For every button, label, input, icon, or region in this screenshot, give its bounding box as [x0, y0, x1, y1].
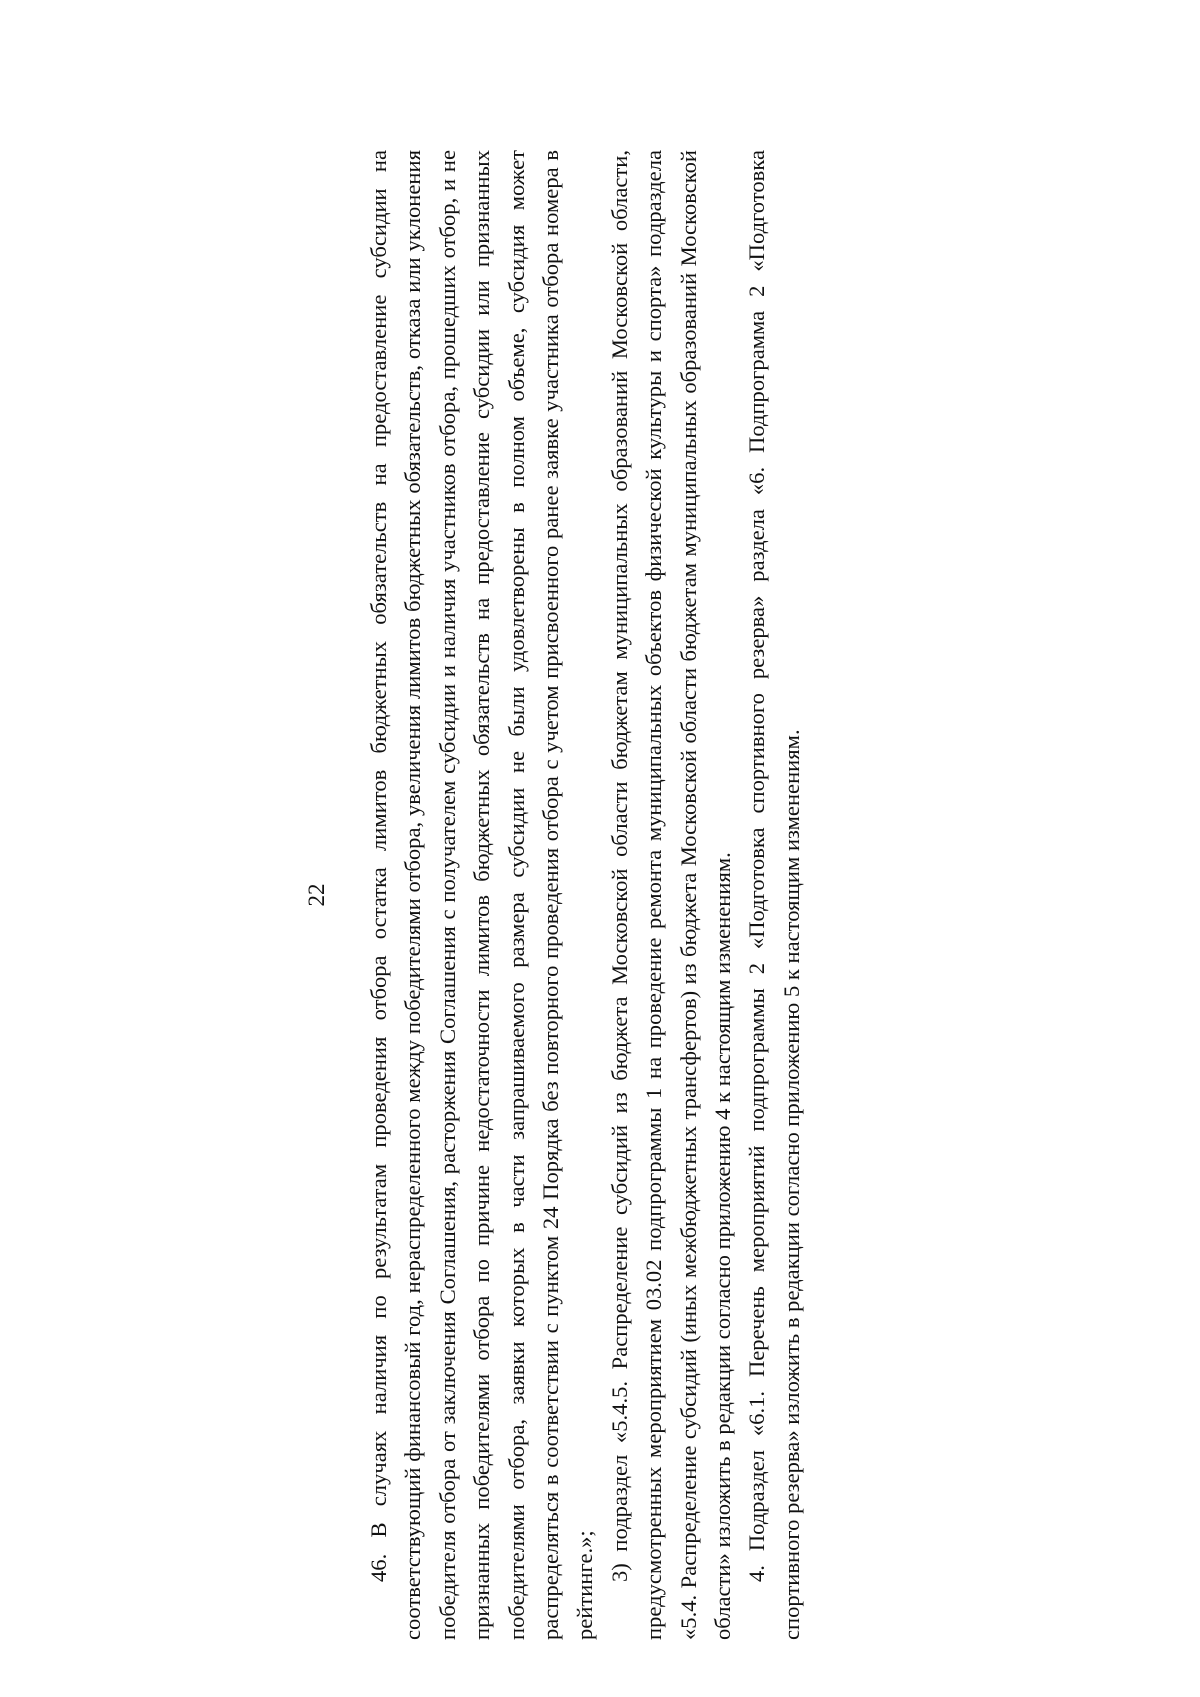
document-body: [362, 150, 809, 1640]
paragraph-4: 4. Подраздел «6.1. Перечень мероприятий подпрограммы 2 «Подготовка спортивного резерва» раздела «6. Подпрограмма 2 «Подготовка спортивного резерва» изложить в редакции согласно приложению 5 к настоящим изменениям.: [744, 150, 804, 1640]
page-number: 22: [304, 883, 329, 907]
paragraph-3: 3) подраздел «5.4.5. Распределение субсидий из бюджета Московской области бюджетам муниципальных образований Московской области, предусмотренных мероприятием 03.02 подпрограммы 1 на проведение ремонта муниципальных объектов физической культуры и спорта» подраздела «5.4. Распределение субсидий (иных межбюджетных трансфертов) из бюджета Московской области бюджетам муниципальных образований Московской области» изложить в редакции согласно приложению 4 к настоящим изменениям.: [606, 150, 736, 1640]
paragraph-46: 46. В случаях наличия по результатам проведения отбора остатка лимитов бюджетных обязательств на предоставление субсидии на соответствующий финансовый год, нераспределенного между победителями отбора, увеличения лимитов бюджетных обязательств, отказа или уклонения победителя отбора от заключения Соглашения, расторжения Соглашения с получателем субсидии и наличия участников отбора, прошедших отбор, и не признанных победителями отбора по причине недостаточности лимитов бюджетных обязательств на предоставление субсидии или признанных победителями отбора, заявки которых в части запрашиваемого размера субсидии не были удовлетворены в полном объеме, субсидия может распределяться в соответствии с пунктом 24 Порядка без повторного проведения отбора с учетом присвоенного ранее заявке участника отбора номера в рейтинге.»;: [366, 150, 598, 1640]
rotated-content: [300, 150, 900, 1640]
